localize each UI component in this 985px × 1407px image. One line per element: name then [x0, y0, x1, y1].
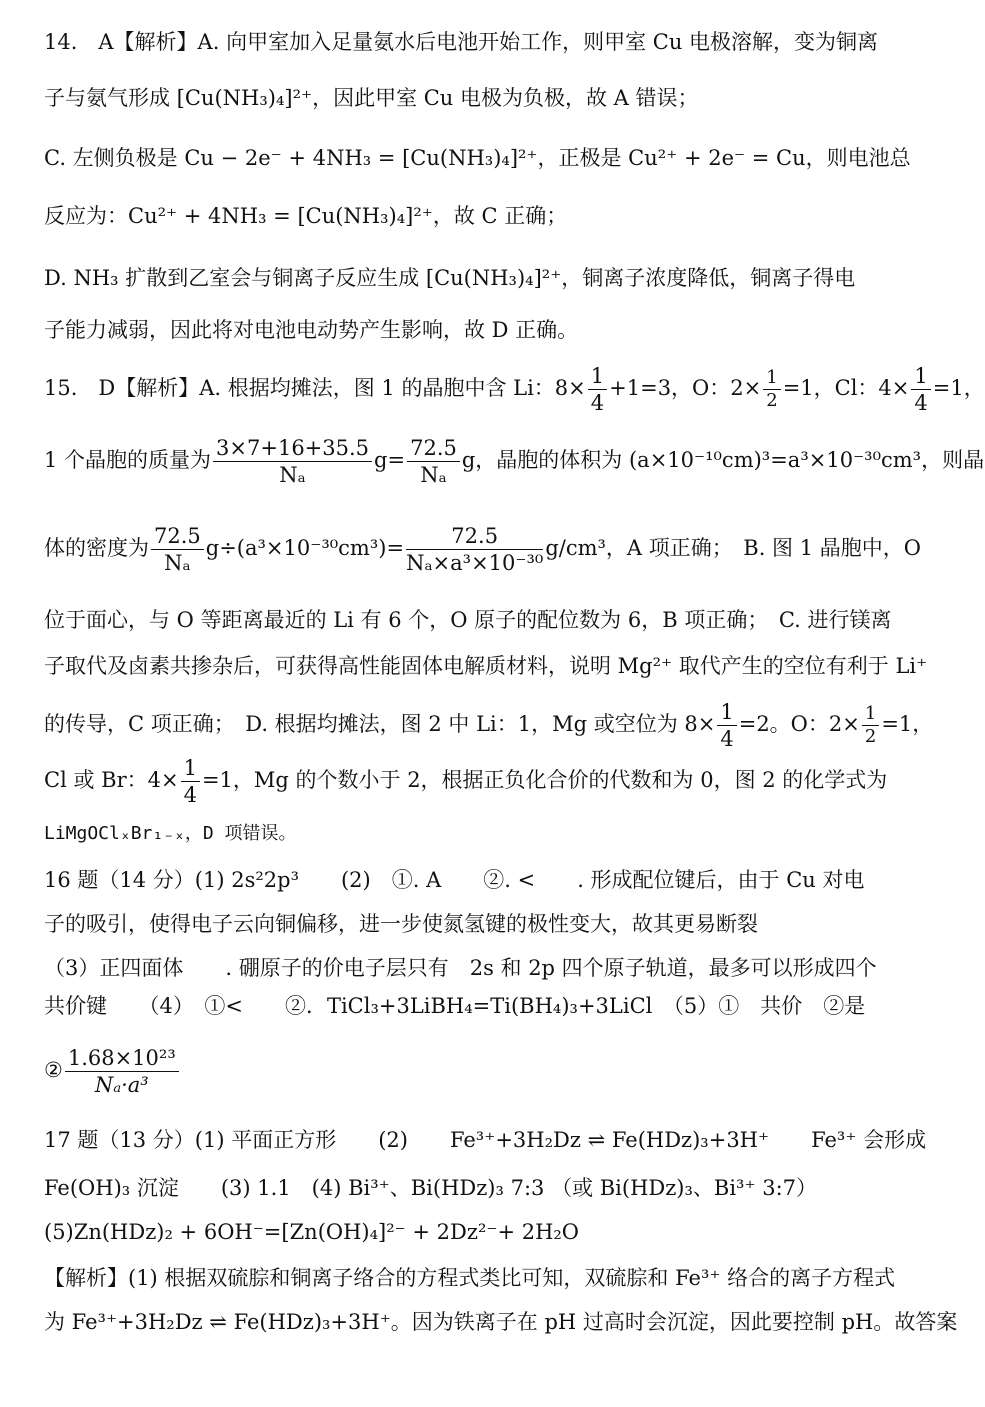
q15-line-6	[44, 696, 934, 752]
q15-density-mid: g÷(a³×10⁻³⁰cm³)=	[205, 536, 405, 560]
q14-line-2: 子与氨气形成 [Cu(NH₃)₄]²⁺，因此甲室 Cu 电极为负极，故 A 错误；	[44, 86, 699, 110]
fraction-one-quarter: $\frac{1}{4}$	[588, 363, 607, 416]
q16-line-5	[44, 1040, 860, 1100]
q17-line-3: (5)Zn(HDz)₂ + 6OH⁻=[Zn(OH)₄]²⁻ + 2Dz²⁻+ 2H₂O	[44, 1220, 580, 1244]
q15-mass-label: 1 个晶胞的质量为	[44, 448, 212, 472]
fraction-one-quarter-2: $\frac{1}{4}$	[911, 363, 930, 416]
fraction-final-density: $\frac{\text{1.68×10²³}}{\text{Nₐ·a³}}$	[65, 1045, 179, 1098]
q16-answer-marker: ②	[44, 1058, 63, 1082]
fraction-one-quarter-3: $\frac{1}{4}$	[717, 699, 736, 752]
q15-line-8: LiMgOClₓBr₁₋ₓ，D 项错误。	[44, 823, 297, 844]
q15-d-text-b: =2。O：2×	[738, 712, 860, 736]
q15-volume-text: g，晶胞的体积为 (a×10⁻¹⁰cm)³=a³×10⁻³⁰cm³，则晶	[461, 448, 985, 472]
fraction-one-quarter-4: $\frac{1}{4}$	[181, 755, 200, 808]
q15-d-text-a: 的传导，C 项正确； D. 根据均摊法，图 2 中 Li：1，Mg 或空位为 8×	[44, 712, 716, 736]
q14-option-c-line-2: 反应为：Cu²⁺ + 4NH₃ = [Cu(NH₃)₄]²⁺，故 C 正确；	[44, 204, 568, 228]
q16-line-2: 子的吸引，使得电子云向铜偏移，进一步使氮氢键的极性变大，故其更易断裂	[44, 912, 758, 936]
fraction-72-5: $\frac{72.5}{\text{Nₐ}}$	[407, 435, 460, 488]
fraction-density-result: $\frac{72.5}{\text{Nₐ×a³×10⁻³⁰}}$	[406, 524, 544, 575]
q15-density-tail: g/cm³，A 项正确； B. 图 1 晶胞中，O	[545, 536, 921, 560]
q17-line-1: 17 题（13 分）(1) 平面正方形 (2) Fe³⁺+3H₂Dz ⇌ Fe(HDz)₃+3H⁺ Fe³⁺ 会形成	[44, 1128, 927, 1152]
q14-option-c-line-1: C. 左侧负极是 Cu − 2e⁻ + 4NH₃ = [Cu(NH₃)₄]²⁺，正极是 Cu²⁺ + 2e⁻ = Cu，则电池总	[44, 146, 911, 170]
q17-line-2: Fe(OH)₃ 沉淀 (3) 1.1 (4) Bi³⁺、Bi(HDz)₃ 7:3 （或 Bi(HDz)₃、Bi³⁺ 3:7）	[44, 1176, 818, 1200]
q15-line-2	[44, 430, 985, 490]
q15-line-3	[44, 518, 921, 578]
q15-d-text-c: =1，	[881, 712, 934, 736]
q15-text-d: =1，	[932, 376, 985, 400]
q14-line-1: 14. A【解析】A. 向甲室加入足量氨水后电池开始工作，则甲室 Cu 电极溶解，变为铜离	[44, 30, 879, 54]
fraction-one-half: $\frac{1}{2}$	[763, 367, 780, 412]
q14-option-d-line-1: D. NH₃ 扩散到乙室会与铜离子反应生成 [Cu(NH₃)₄]²⁺，铜离子浓度降低，铜离子得电	[44, 266, 856, 290]
q15-line-4: 位于面心，与 O 等距离最近的 Li 有 6 个，O 原子的配位数为 6，B 项正确； C. 进行镁离	[44, 608, 892, 632]
q15-density-label: 体的密度为	[44, 536, 149, 560]
q15-mass-eq: g=	[374, 448, 406, 472]
fraction-one-half-2: $\frac{1}{2}$	[862, 703, 879, 748]
q15-text-c: =1，Cl：4×	[782, 376, 910, 400]
fraction-cell-mass: $\frac{3\times 7+16+35.5}{\text{Nₐ}}$	[213, 435, 372, 488]
q14-option-d-line-2: 子能力减弱，因此将对电池电动势产生影响，故 D 正确。	[44, 318, 579, 342]
q15-text-a: 15. D【解析】A. 根据均摊法，图 1 的晶胞中含 Li：8×	[44, 376, 586, 400]
q16-line-4: 共价键 （4） ①< ②．TiCl₃+3LiBH₄=Ti(BH₄)₃+3LiCl （5）① 共价 ②是	[44, 994, 866, 1018]
q16-line-3: （3）正四面体 . 硼原子的价电子层只有 2s 和 2p 四个原子轨道，最多可以形成四个	[44, 956, 877, 980]
q15-text-b: +1=3，O：2×	[609, 376, 762, 400]
q17-line-5: 为 Fe³⁺+3H₂Dz ⇌ Fe(HDz)₃+3H⁺。因为铁离子在 pH 过高时会沉淀，因此要控制 pH。故答案	[44, 1310, 958, 1334]
q15-line-7	[44, 752, 888, 808]
q17-line-4: 【解析】(1) 根据双硫腙和铜离子络合的方程式类比可知，双硫腙和 Fe³⁺ 络合的离子方程式	[44, 1266, 896, 1290]
q16-line-1: 16 题（14 分）(1) 2s²2p³ (2) ①. A ②. < . 形成配位键后，由于 Cu 对电	[44, 868, 865, 892]
q15-line-5: 子取代及卤素共掺杂后，可获得高性能固体电解质材料，说明 Mg²⁺ 取代产生的空位有利于 Li⁺	[44, 654, 928, 678]
q15-d-text-d: Cl 或 Br：4×	[44, 768, 179, 792]
q15-line-1	[44, 360, 985, 416]
fraction-72-5-density: $\frac{72.5}{\text{Nₐ}}$	[151, 523, 204, 576]
q15-d-text-e: =1，Mg 的个数小于 2，根据正负化合价的代数和为 0，图 2 的化学式为	[201, 768, 888, 792]
